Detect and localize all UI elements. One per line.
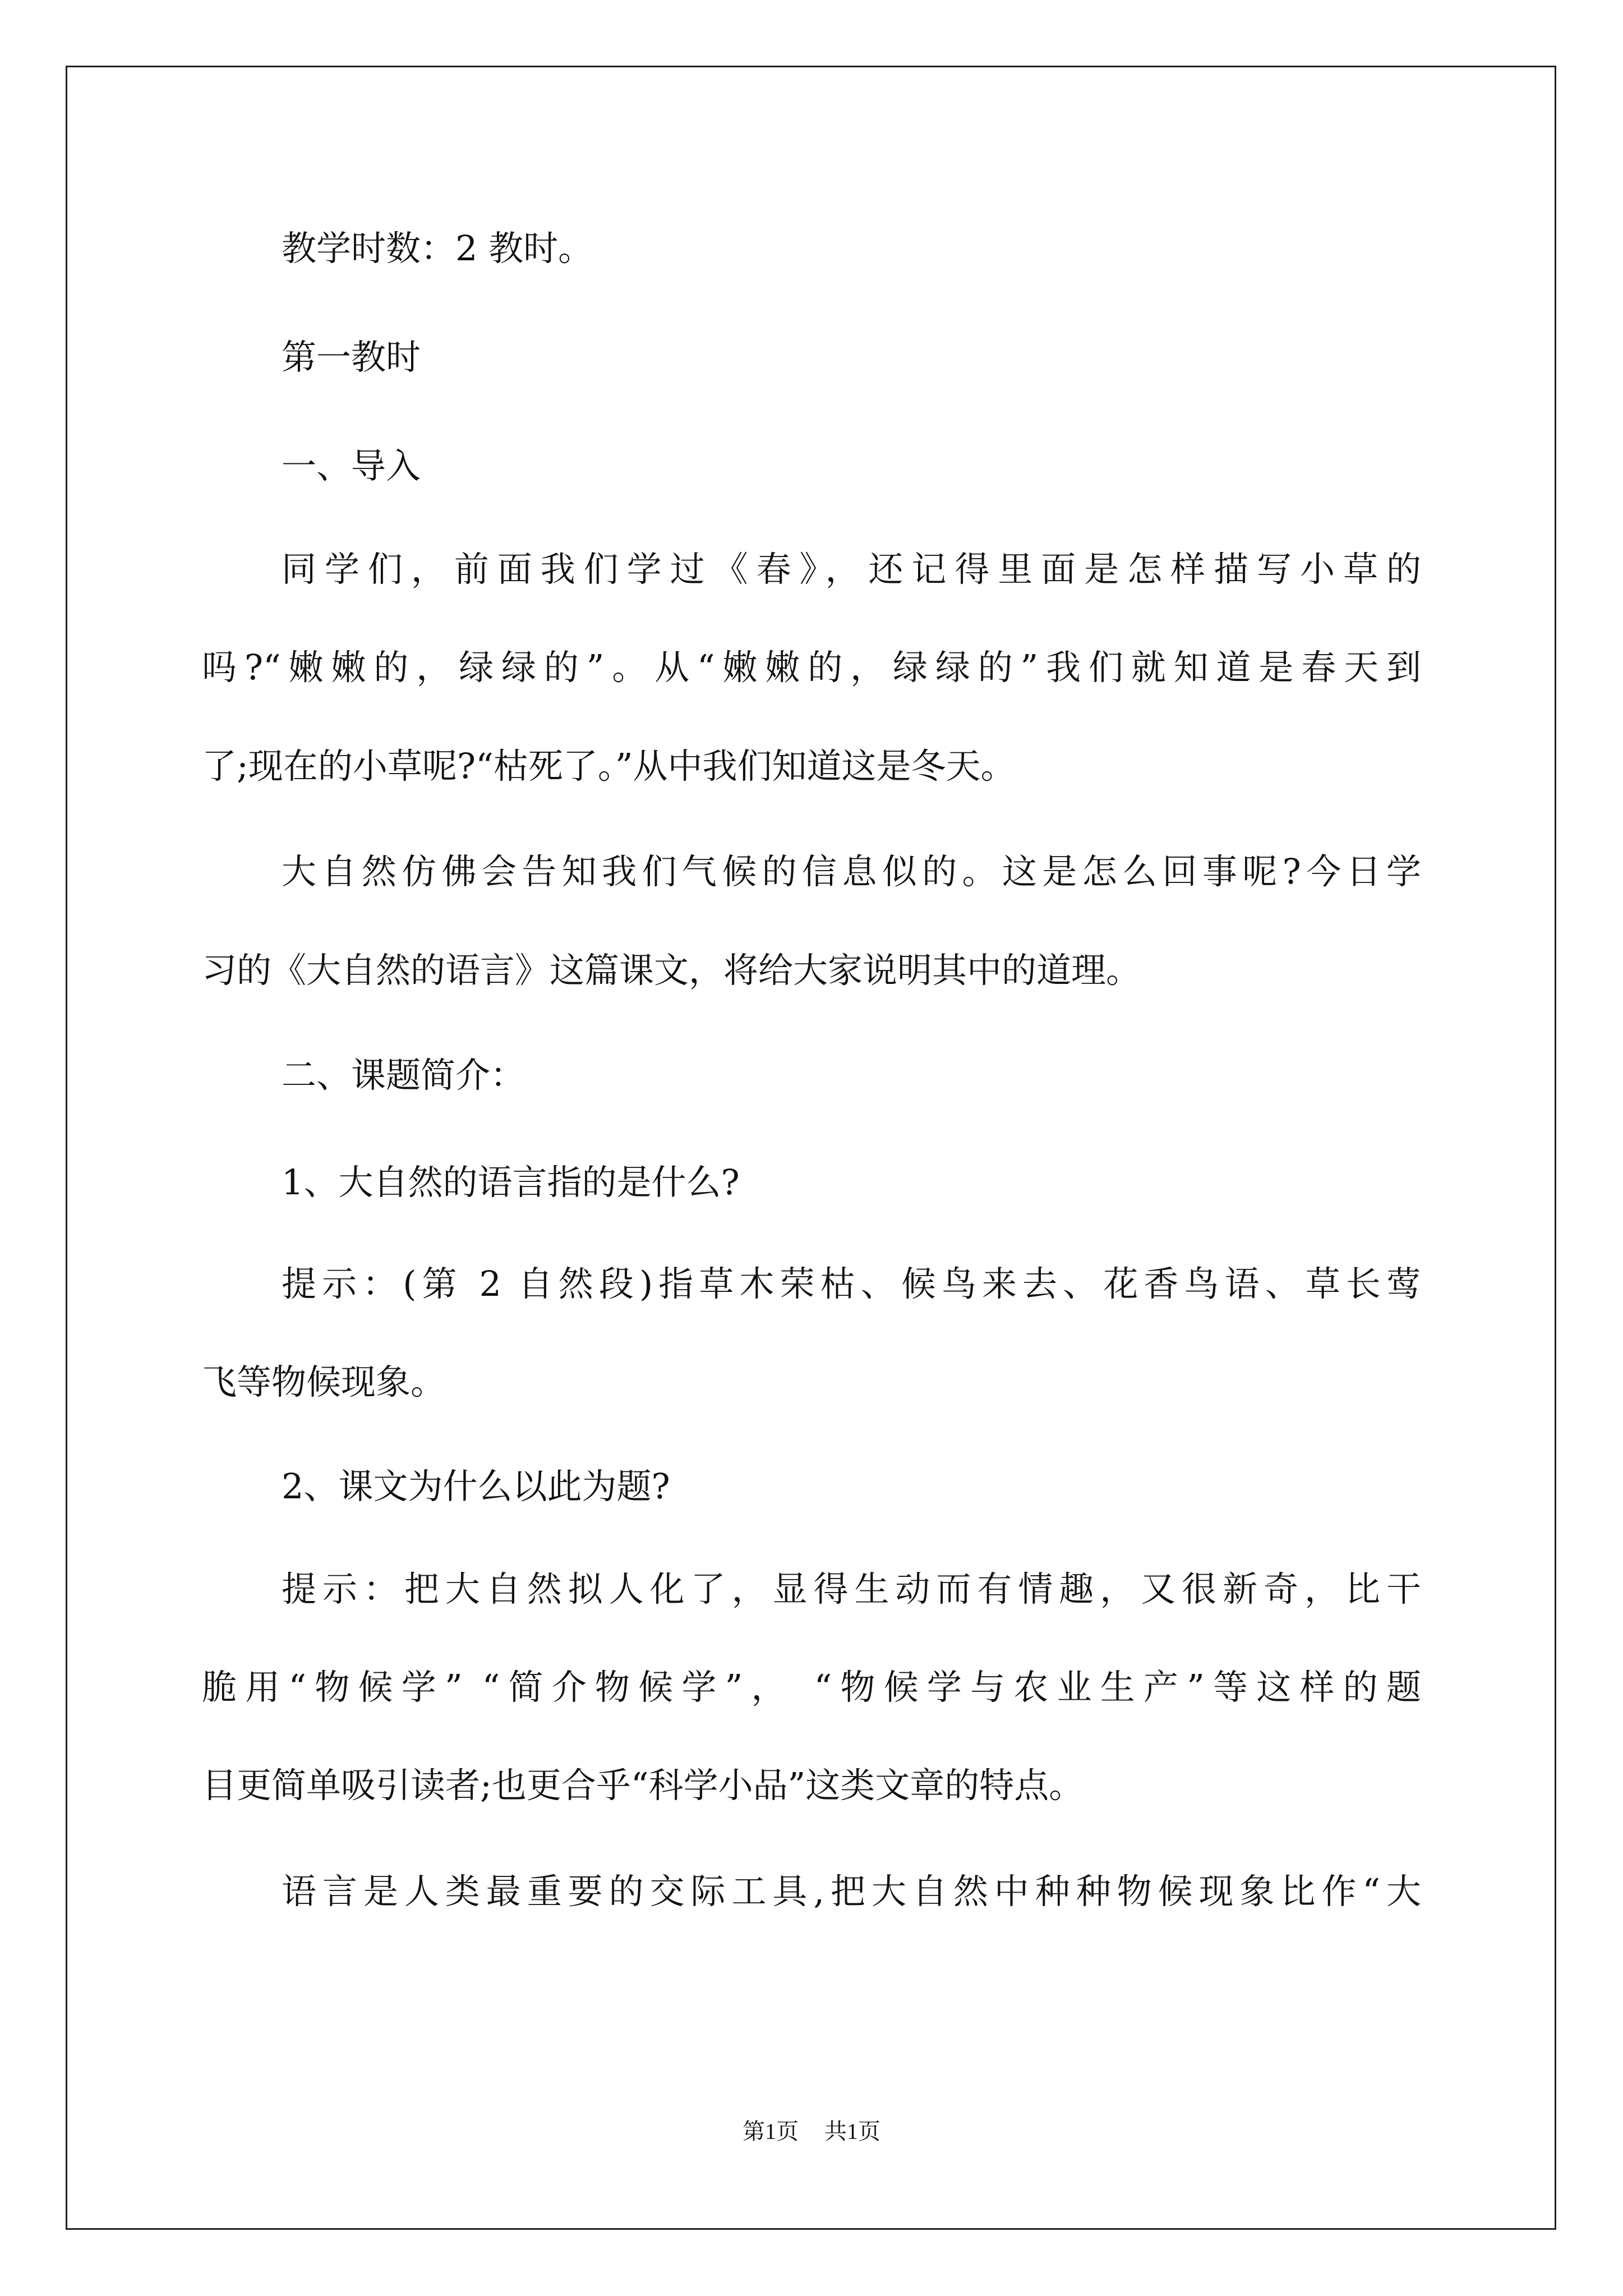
paragraph-line: 习的《大自然的语言》这篇课文，将给大家说明其中的道理。 bbox=[202, 950, 1141, 991]
paragraph-line: 提示：(第 2 自然段)指草木荣枯、候鸟来去、花香鸟语、草长莺 bbox=[282, 1263, 1421, 1304]
paragraph-line: 1、大自然的语言指的是什么? bbox=[282, 1162, 740, 1203]
page-number: 第1页 bbox=[743, 2119, 799, 2144]
paragraph-line: 脆用“物候学” “简介物候学”， “物候学与农业生产”等这样的题 bbox=[202, 1667, 1421, 1708]
paragraph-line: 大自然仿佛会告知我们气候的信息似的。这是怎么回事呢?今日学 bbox=[282, 851, 1421, 892]
paragraph-line: 了;现在的小草呢?“枯死了。”从中我们知道这是冬天。 bbox=[202, 746, 1016, 786]
paragraph-line: 同学们，前面我们学过《春》，还记得里面是怎样描写小草的 bbox=[282, 549, 1421, 590]
paragraph-line: 教学时数：2 教时。 bbox=[282, 228, 593, 269]
paragraph-line: 飞等物候现象。 bbox=[202, 1361, 446, 1402]
paragraph-line: 一、导入 bbox=[282, 445, 421, 486]
paragraph-line: 2、课文为什么以此为题? bbox=[282, 1466, 670, 1507]
paragraph-line: 提示：把大自然拟人化了，显得生动而有情趣，又很新奇，比干 bbox=[282, 1568, 1421, 1609]
page-total: 共1页 bbox=[824, 2119, 880, 2144]
paragraph-line: 吗?“嫩嫩的，绿绿的”。从“嫩嫩的，绿绿的”我们就知道是春天到 bbox=[202, 647, 1421, 688]
paragraph-line: 语言是人类最重要的交际工具,把大自然中种种物候现象比作“大 bbox=[282, 1871, 1421, 1912]
paragraph-line: 二、课题简介： bbox=[282, 1055, 525, 1096]
page-footer bbox=[0, 2118, 1623, 2146]
paragraph-line: 第一教时 bbox=[282, 337, 421, 378]
paragraph-line: 目更简单吸引读者;也更合乎“科学小品”这类文章的特点。 bbox=[202, 1765, 1084, 1806]
